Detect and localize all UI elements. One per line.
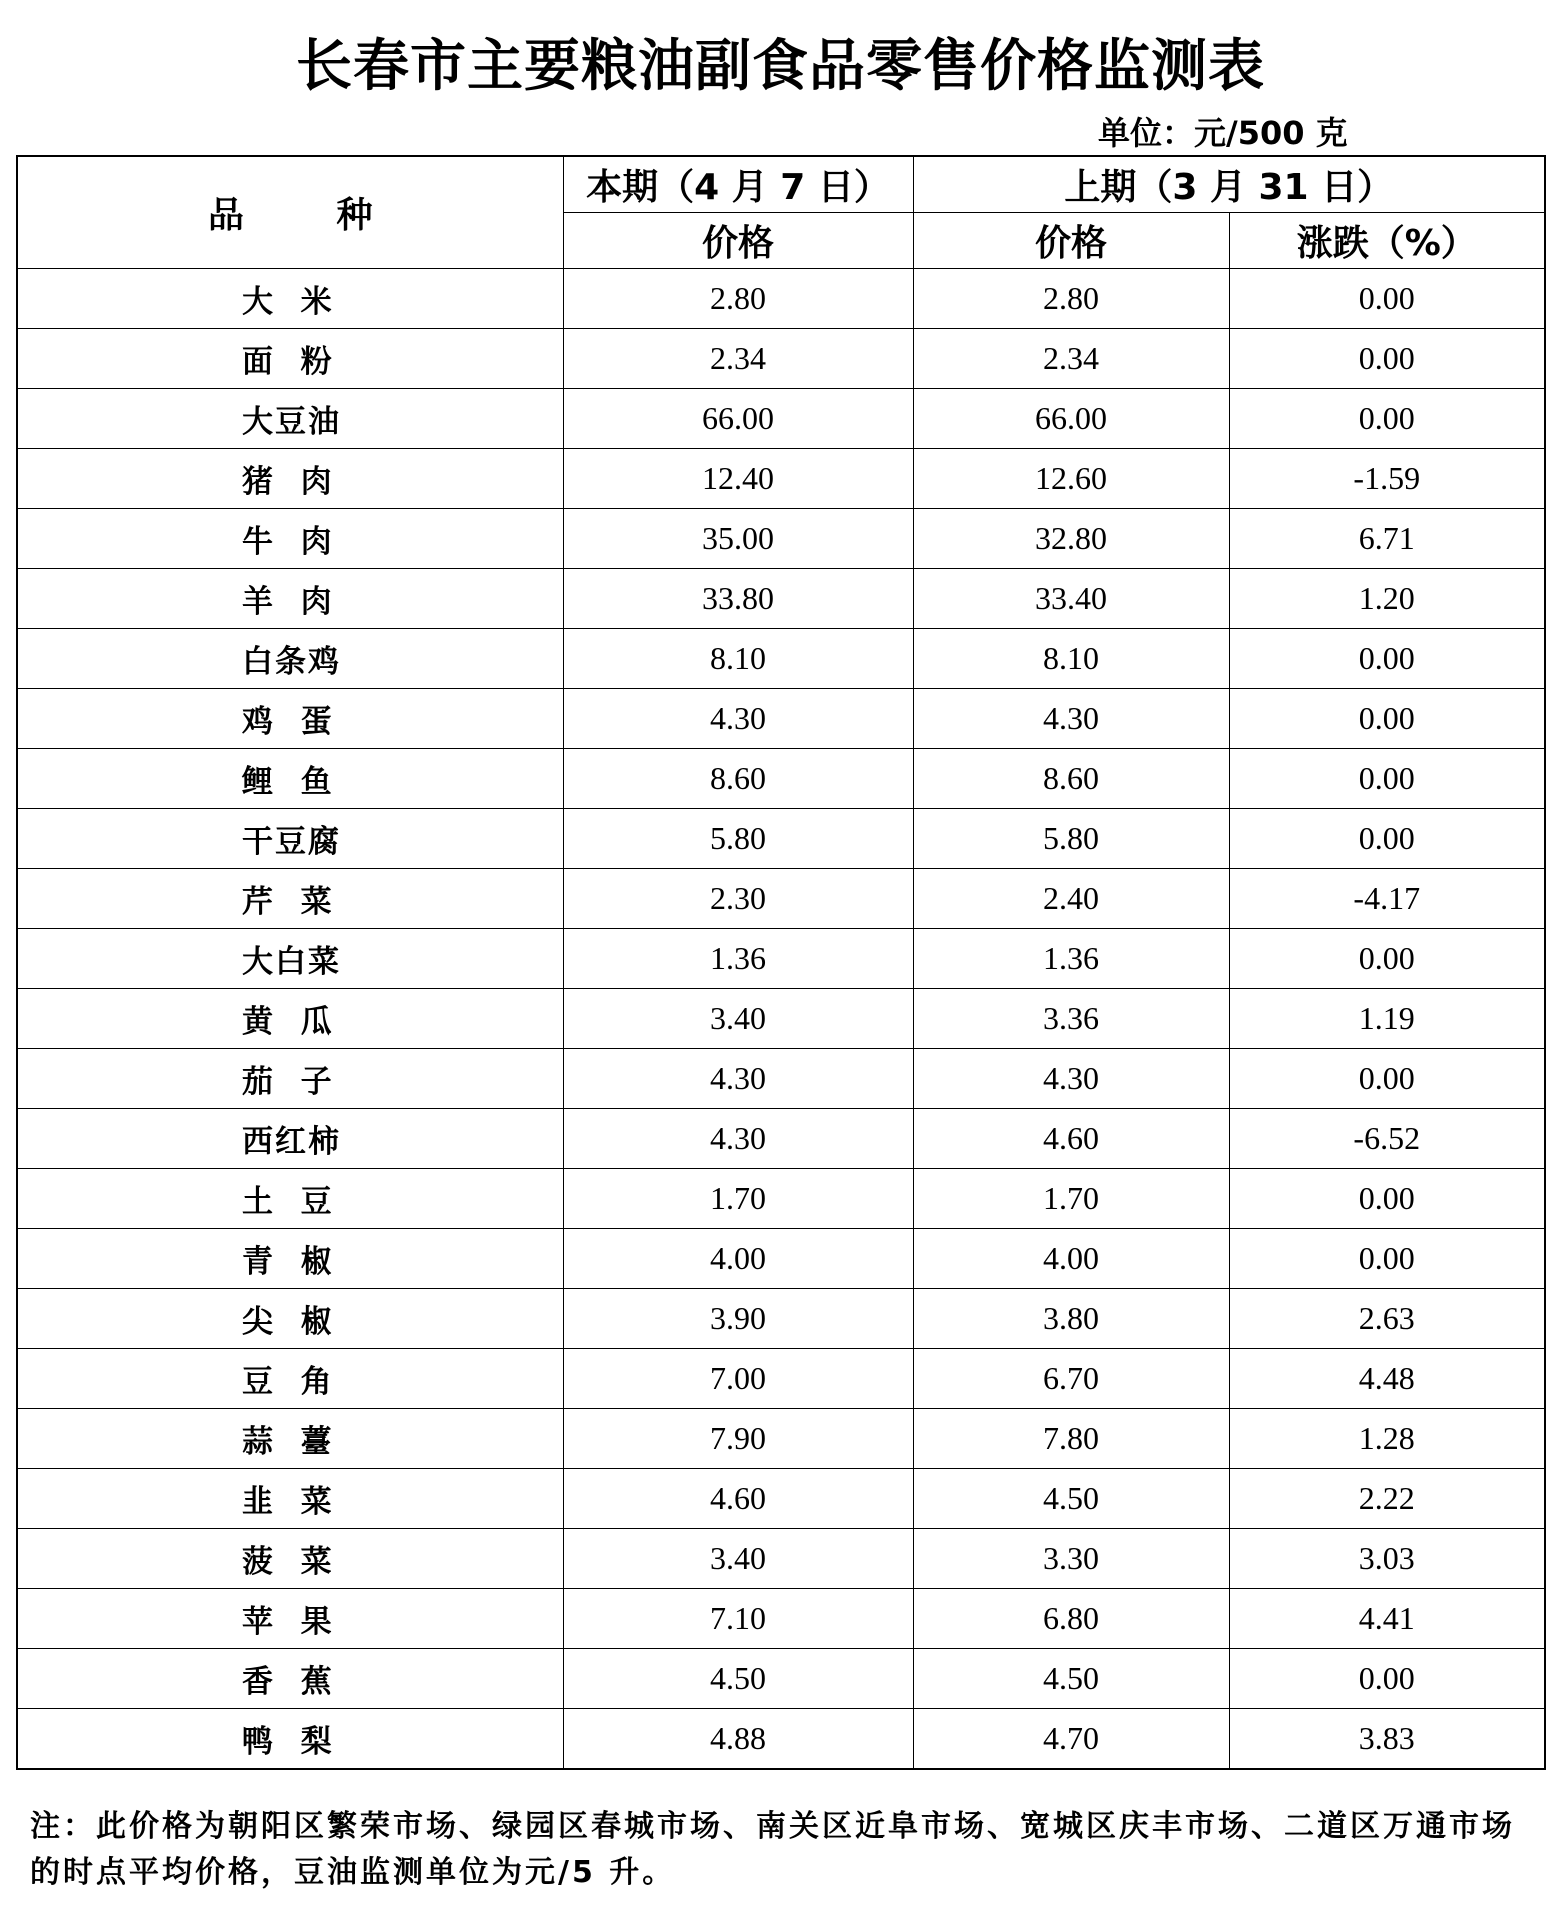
cell-change: 0.00 [1229,329,1545,389]
cell-price-previous: 5.80 [913,809,1229,869]
cell-change: 1.20 [1229,569,1545,629]
header-price-current: 价格 [563,213,913,269]
cell-change: 0.00 [1229,929,1545,989]
cell-price-previous: 1.70 [913,1169,1229,1229]
cell-variety: 大豆油 [17,389,563,449]
cell-price-current: 7.90 [563,1409,913,1469]
cell-variety: 黄 瓜 [17,989,563,1049]
cell-change: 2.22 [1229,1469,1545,1529]
cell-variety: 大 米 [17,269,563,329]
cell-price-current: 3.40 [563,1529,913,1589]
header-variety: 品 种 [17,156,563,269]
cell-change: 0.00 [1229,1229,1545,1289]
table-row [17,1709,1545,1770]
cell-price-current: 3.90 [563,1289,913,1349]
table-row [17,1049,1545,1109]
cell-price-previous: 4.30 [913,1049,1229,1109]
cell-price-current: 7.10 [563,1589,913,1649]
cell-variety: 西红柿 [17,1109,563,1169]
cell-price-previous: 3.30 [913,1529,1229,1589]
cell-change: 6.71 [1229,509,1545,569]
cell-price-current: 4.88 [563,1709,913,1770]
cell-price-previous: 6.70 [913,1349,1229,1409]
cell-variety: 香 蕉 [17,1649,563,1709]
cell-price-previous: 2.80 [913,269,1229,329]
header-price-previous: 价格 [913,213,1229,269]
cell-change: 0.00 [1229,809,1545,869]
cell-price-current: 4.30 [563,1109,913,1169]
table-row [17,809,1545,869]
cell-price-previous: 4.50 [913,1469,1229,1529]
cell-change: 2.63 [1229,1289,1545,1349]
header-current-period: 本期（4 月 7 日） [563,156,913,213]
table-row [17,1109,1545,1169]
cell-price-current: 1.70 [563,1169,913,1229]
cell-price-current: 2.34 [563,329,913,389]
table-row [17,569,1545,629]
cell-price-current: 66.00 [563,389,913,449]
table-row [17,869,1545,929]
cell-change: 3.03 [1229,1529,1545,1589]
cell-variety: 土 豆 [17,1169,563,1229]
table-row [17,1409,1545,1469]
cell-change: 0.00 [1229,269,1545,329]
cell-price-previous: 4.70 [913,1709,1229,1770]
cell-price-current: 4.60 [563,1469,913,1529]
table-row [17,389,1545,449]
cell-price-current: 33.80 [563,569,913,629]
unit-label: 单位：元/500 克 [1098,114,1348,152]
cell-variety: 鸡 蛋 [17,689,563,749]
cell-price-previous: 3.80 [913,1289,1229,1349]
cell-price-previous: 66.00 [913,389,1229,449]
cell-change: -1.59 [1229,449,1545,509]
cell-variety: 菠 菜 [17,1529,563,1589]
header-previous-period: 上期（3 月 31 日） [913,156,1545,213]
cell-price-previous: 2.34 [913,329,1229,389]
cell-change: 0.00 [1229,1649,1545,1709]
cell-price-current: 2.30 [563,869,913,929]
cell-variety: 猪 肉 [17,449,563,509]
price-table [16,155,1546,1770]
table-row [17,1229,1545,1289]
table-row [17,989,1545,1049]
cell-price-current: 1.36 [563,929,913,989]
cell-price-current: 4.00 [563,1229,913,1289]
cell-price-previous: 8.60 [913,749,1229,809]
cell-variety: 芹 菜 [17,869,563,929]
cell-variety: 尖 椒 [17,1289,563,1349]
cell-price-previous: 3.36 [913,989,1229,1049]
page-title: 长春市主要粮油副食品零售价格监测表 [296,33,1265,99]
cell-price-current: 4.50 [563,1649,913,1709]
header-change: 涨跌（%） [1229,213,1545,269]
table-row [17,1589,1545,1649]
cell-price-current: 12.40 [563,449,913,509]
cell-price-current: 8.60 [563,749,913,809]
cell-change: -6.52 [1229,1109,1545,1169]
cell-price-current: 3.40 [563,989,913,1049]
table-row [17,269,1545,329]
cell-price-previous: 7.80 [913,1409,1229,1469]
cell-price-current: 2.80 [563,269,913,329]
cell-variety: 茄 子 [17,1049,563,1109]
table-row [17,509,1545,569]
table-row [17,1169,1545,1229]
cell-price-previous: 8.10 [913,629,1229,689]
cell-variety: 大白菜 [17,929,563,989]
cell-price-current: 4.30 [563,1049,913,1109]
cell-change: 0.00 [1229,1169,1545,1229]
cell-variety: 苹 果 [17,1589,563,1649]
cell-change: -4.17 [1229,869,1545,929]
cell-price-current: 8.10 [563,629,913,689]
cell-change: 1.19 [1229,989,1545,1049]
table-header [17,156,1545,269]
cell-price-previous: 2.40 [913,869,1229,929]
cell-variety: 青 椒 [17,1229,563,1289]
cell-change: 4.48 [1229,1349,1545,1409]
table-row [17,1349,1545,1409]
cell-price-previous: 4.50 [913,1649,1229,1709]
cell-change: 0.00 [1229,749,1545,809]
cell-change: 0.00 [1229,689,1545,749]
cell-price-previous: 33.40 [913,569,1229,629]
table-row [17,749,1545,809]
footnote: 注：此价格为朝阳区繁荣市场、绿园区春城市场、南关区近阜市场、宽城区庆丰市场、二道区万通市场的时点平均价格，豆油监测单位为元/5 升。 [30,1809,1515,1890]
cell-change: 3.83 [1229,1709,1545,1770]
cell-price-previous: 4.60 [913,1109,1229,1169]
table-row [17,1289,1545,1349]
cell-change: 0.00 [1229,389,1545,449]
table-row [17,929,1545,989]
cell-change: 4.41 [1229,1589,1545,1649]
table-row [17,449,1545,509]
cell-variety: 牛 肉 [17,509,563,569]
cell-variety: 干豆腐 [17,809,563,869]
table-row [17,1649,1545,1709]
table-row [17,329,1545,389]
cell-price-current: 5.80 [563,809,913,869]
cell-variety: 鸭 梨 [17,1709,563,1770]
cell-price-current: 4.30 [563,689,913,749]
cell-variety: 羊 肉 [17,569,563,629]
cell-price-current: 7.00 [563,1349,913,1409]
cell-change: 0.00 [1229,1049,1545,1109]
cell-variety: 韭 菜 [17,1469,563,1529]
cell-variety: 面 粉 [17,329,563,389]
cell-price-previous: 32.80 [913,509,1229,569]
cell-price-previous: 6.80 [913,1589,1229,1649]
cell-variety: 蒜 薹 [17,1409,563,1469]
cell-variety: 白条鸡 [17,629,563,689]
cell-change: 1.28 [1229,1409,1545,1469]
table-row [17,689,1545,749]
table-body [17,269,1545,1770]
cell-change: 0.00 [1229,629,1545,689]
table-row [17,629,1545,689]
table-row [17,1529,1545,1589]
cell-variety: 鲤 鱼 [17,749,563,809]
table-row [17,1469,1545,1529]
cell-price-previous: 12.60 [913,449,1229,509]
cell-price-previous: 4.30 [913,689,1229,749]
cell-price-previous: 4.00 [913,1229,1229,1289]
cell-price-previous: 1.36 [913,929,1229,989]
cell-variety: 豆 角 [17,1349,563,1409]
cell-price-current: 35.00 [563,509,913,569]
